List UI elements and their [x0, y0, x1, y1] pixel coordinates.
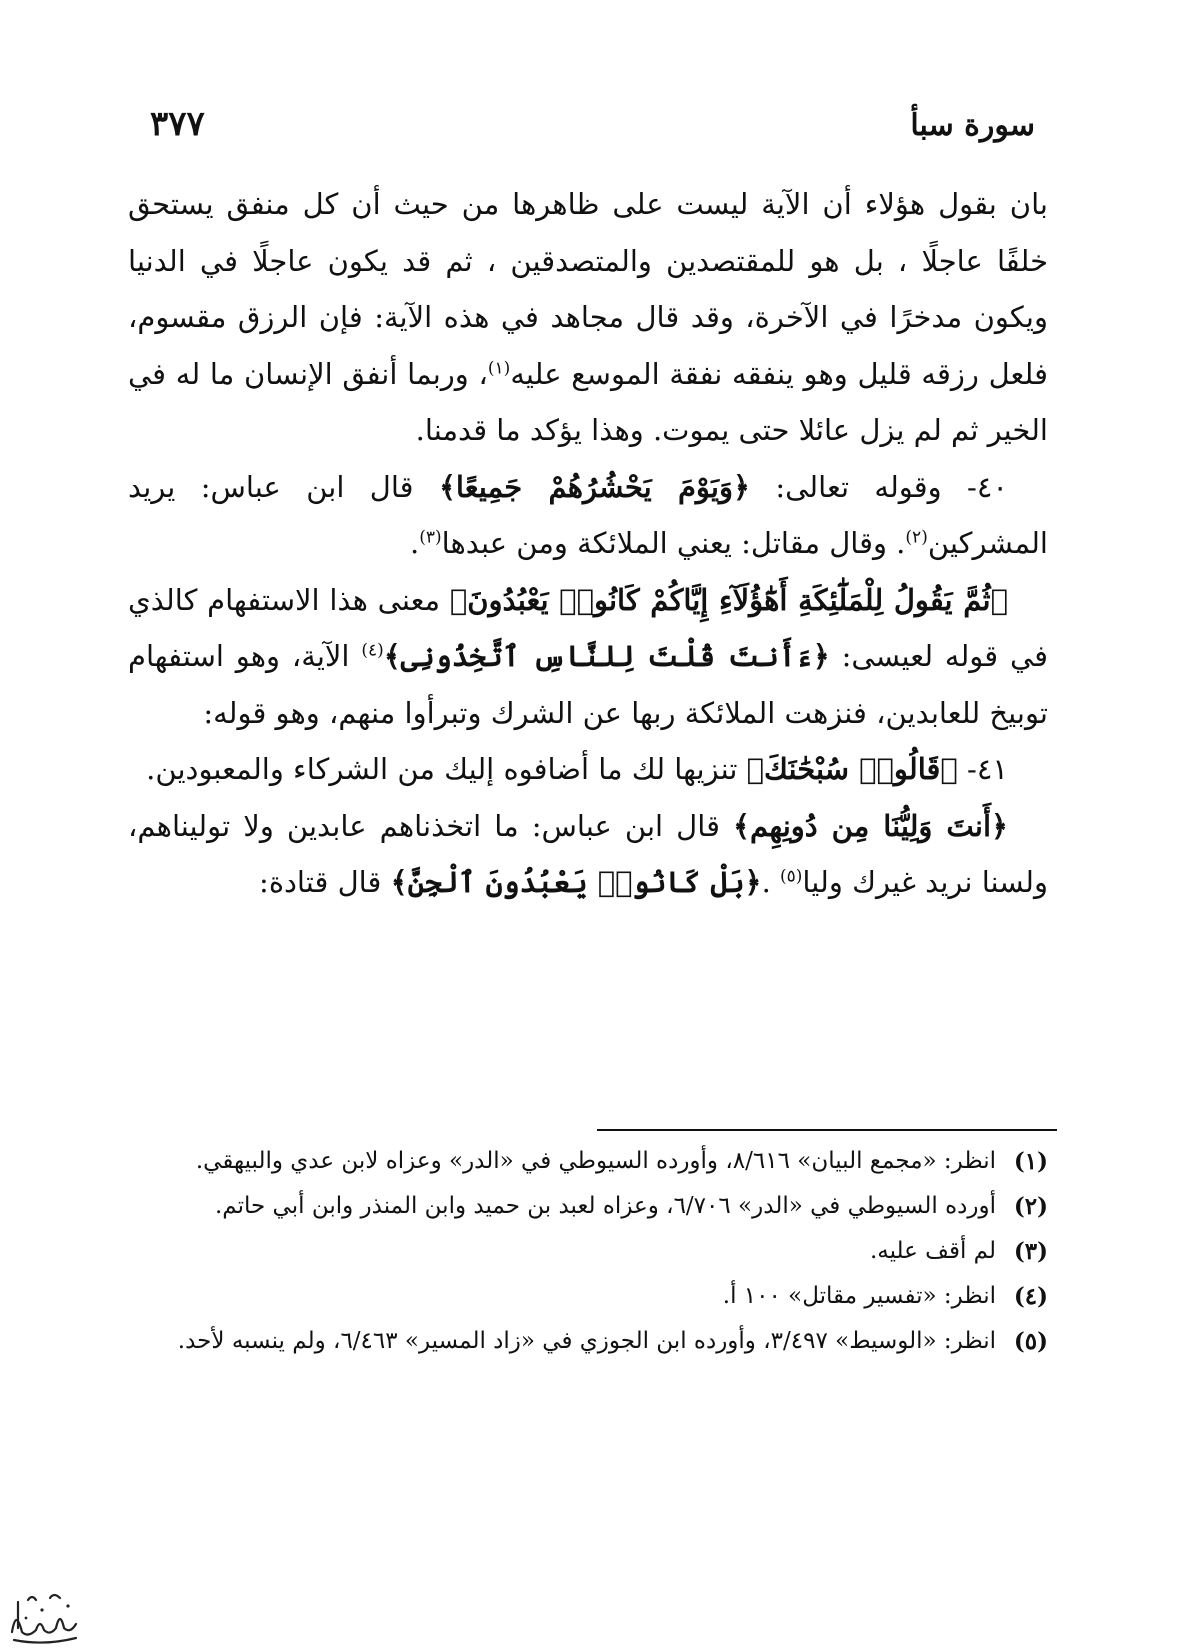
footnote: [128, 1140, 1048, 1183]
quran-quote: ﴿ءَأَنتَ قُلْتَ لِلنَّاسِ ٱتَّخِذُونِى﴾: [383, 639, 830, 673]
paragraph-2: [128, 459, 1048, 572]
footnote-ref: (٢): [905, 527, 928, 548]
paragraph-text: بان بقول هؤلاء أن الآية ليست على ظاهرها من حيث أن كل منفق يستحق خلفًا عاجلًا ، بل هو للمقتصدين والمتصدقين ، ثم قد يكون عاجلًا في الدنيا ويكون مدخرًا في الآخرة، وقد قال مجاهد في هذه الآية: فإن الرزق مقسوم، فلعل رزقه قليل وهو ينفقه نفقة الموسع عليه: [128, 187, 1048, 391]
paragraph-3: [128, 572, 1048, 742]
paragraph-text: . وقال مقاتل: يعني الملائكة ومن عبدها: [441, 526, 906, 560]
footnote-text: انظر: «الوسيط» ٣/٤٩٧، وأورده ابن الجوزي في «زاد المسير» ٦/٤٦٣، ولم ينسبه لأحد.: [177, 1328, 996, 1354]
paragraph-5: [128, 798, 1048, 911]
paragraph-text: ، وربما أنفق الإنسان ما له في الخير ثم لم يزل عائلا حتى يموت. وهذا يؤكد ما قدمنا.: [128, 356, 1048, 447]
footnote-ref: (١): [487, 357, 511, 378]
paragraph-text: ٤١-: [957, 752, 1008, 786]
footnote-ref: (٣): [419, 527, 442, 548]
footnote: [128, 1275, 1048, 1318]
footnote-ref: (٥): [780, 866, 803, 887]
footnote-ref: (٤): [361, 640, 384, 661]
footnote-number: (٣): [1013, 1238, 1048, 1265]
page-number: ٣٧٧: [150, 104, 205, 144]
quran-quote: ﴿بَلْ كَانُوا۟ يَعْبُدُونَ ٱلْجِنَّ﴾: [390, 865, 762, 899]
footnote-text: أورده السيوطي في «الدر» ٦/٧٠٦، وعزاه لعبد بن حميد وابن المنذر وابن أبي حاتم.: [215, 1193, 996, 1219]
footnote: [128, 1320, 1048, 1363]
quran-quote: ﴿ثُمَّ يَقُولُ لِلْمَلَٰٓئِكَةِ أَهَٰٓؤُلَآءِ إِيَّاكُمْ كَانُوا۟ يَعْبُدُونَ﴾: [449, 582, 1008, 617]
paragraph-4: [128, 741, 1048, 798]
footnote-text: لم أقف عليه.: [869, 1238, 996, 1264]
footnote-divider: [597, 1129, 1057, 1131]
main-text: [128, 176, 1048, 911]
page-header: [150, 100, 1035, 160]
paragraph-1: [128, 176, 1048, 459]
footnote-number: (٢): [1013, 1193, 1048, 1220]
calligraphy-logo-icon: [6, 1588, 82, 1646]
footnote-text: انظر: «مجمع البيان» ٨/٦١٦، وأورده السيوطي في «الدر» وعزاه لابن عدي والبيهقي.: [195, 1148, 996, 1174]
footnote-number: (٤): [1013, 1283, 1048, 1310]
paragraph-text: الآية، وهو استفهام توبيخ للعابدين، فنزهت الملائكة ربها عن الشرك وتبرأوا منهم، وهو قوله:: [128, 639, 1048, 730]
paragraph-text: .: [410, 526, 420, 560]
paragraph-text: قال ابن عباس: ما اتخذناهم عابدين ولا توليناهم، ولسنا نريد غيرك وليا: [128, 808, 1048, 899]
footnotes: [128, 1140, 1048, 1365]
footnote-number: (١): [1013, 1148, 1048, 1175]
footnote-text: انظر: «تفسير مقاتل» ١٠٠ أ.: [722, 1283, 996, 1309]
paragraph-text: قال قتادة:: [259, 865, 391, 899]
footnote: [128, 1230, 1048, 1273]
paragraph-text: ٤٠- وقوله تعالى:: [749, 469, 1008, 504]
footnote: [128, 1185, 1048, 1228]
paragraph-text: قال ابن عباس: يريد المشركين: [128, 469, 1048, 560]
footnote-number: (٥): [1013, 1328, 1048, 1355]
paragraph-text: معنى هذا الاستفهام كالذي في قوله لعيسى:: [128, 582, 1049, 673]
quran-quote: ﴿وَيَوْمَ يَحْشُرُهُمْ جَمِيعًا﴾: [438, 469, 750, 504]
paragraph-text: .: [761, 865, 780, 899]
paragraph-text: تنزيها لك ما أضافوه إليك من الشركاء والمعبودين.: [146, 752, 747, 786]
quran-quote: ﴿أَنتَ وَلِيُّنَا مِن دُونِهِم﴾: [733, 808, 1008, 843]
quran-quote: ﴿قَالُوا۟ سُبْحَٰنَكَ﴾: [746, 752, 958, 786]
surah-title: سورة سبأ: [910, 108, 1035, 143]
